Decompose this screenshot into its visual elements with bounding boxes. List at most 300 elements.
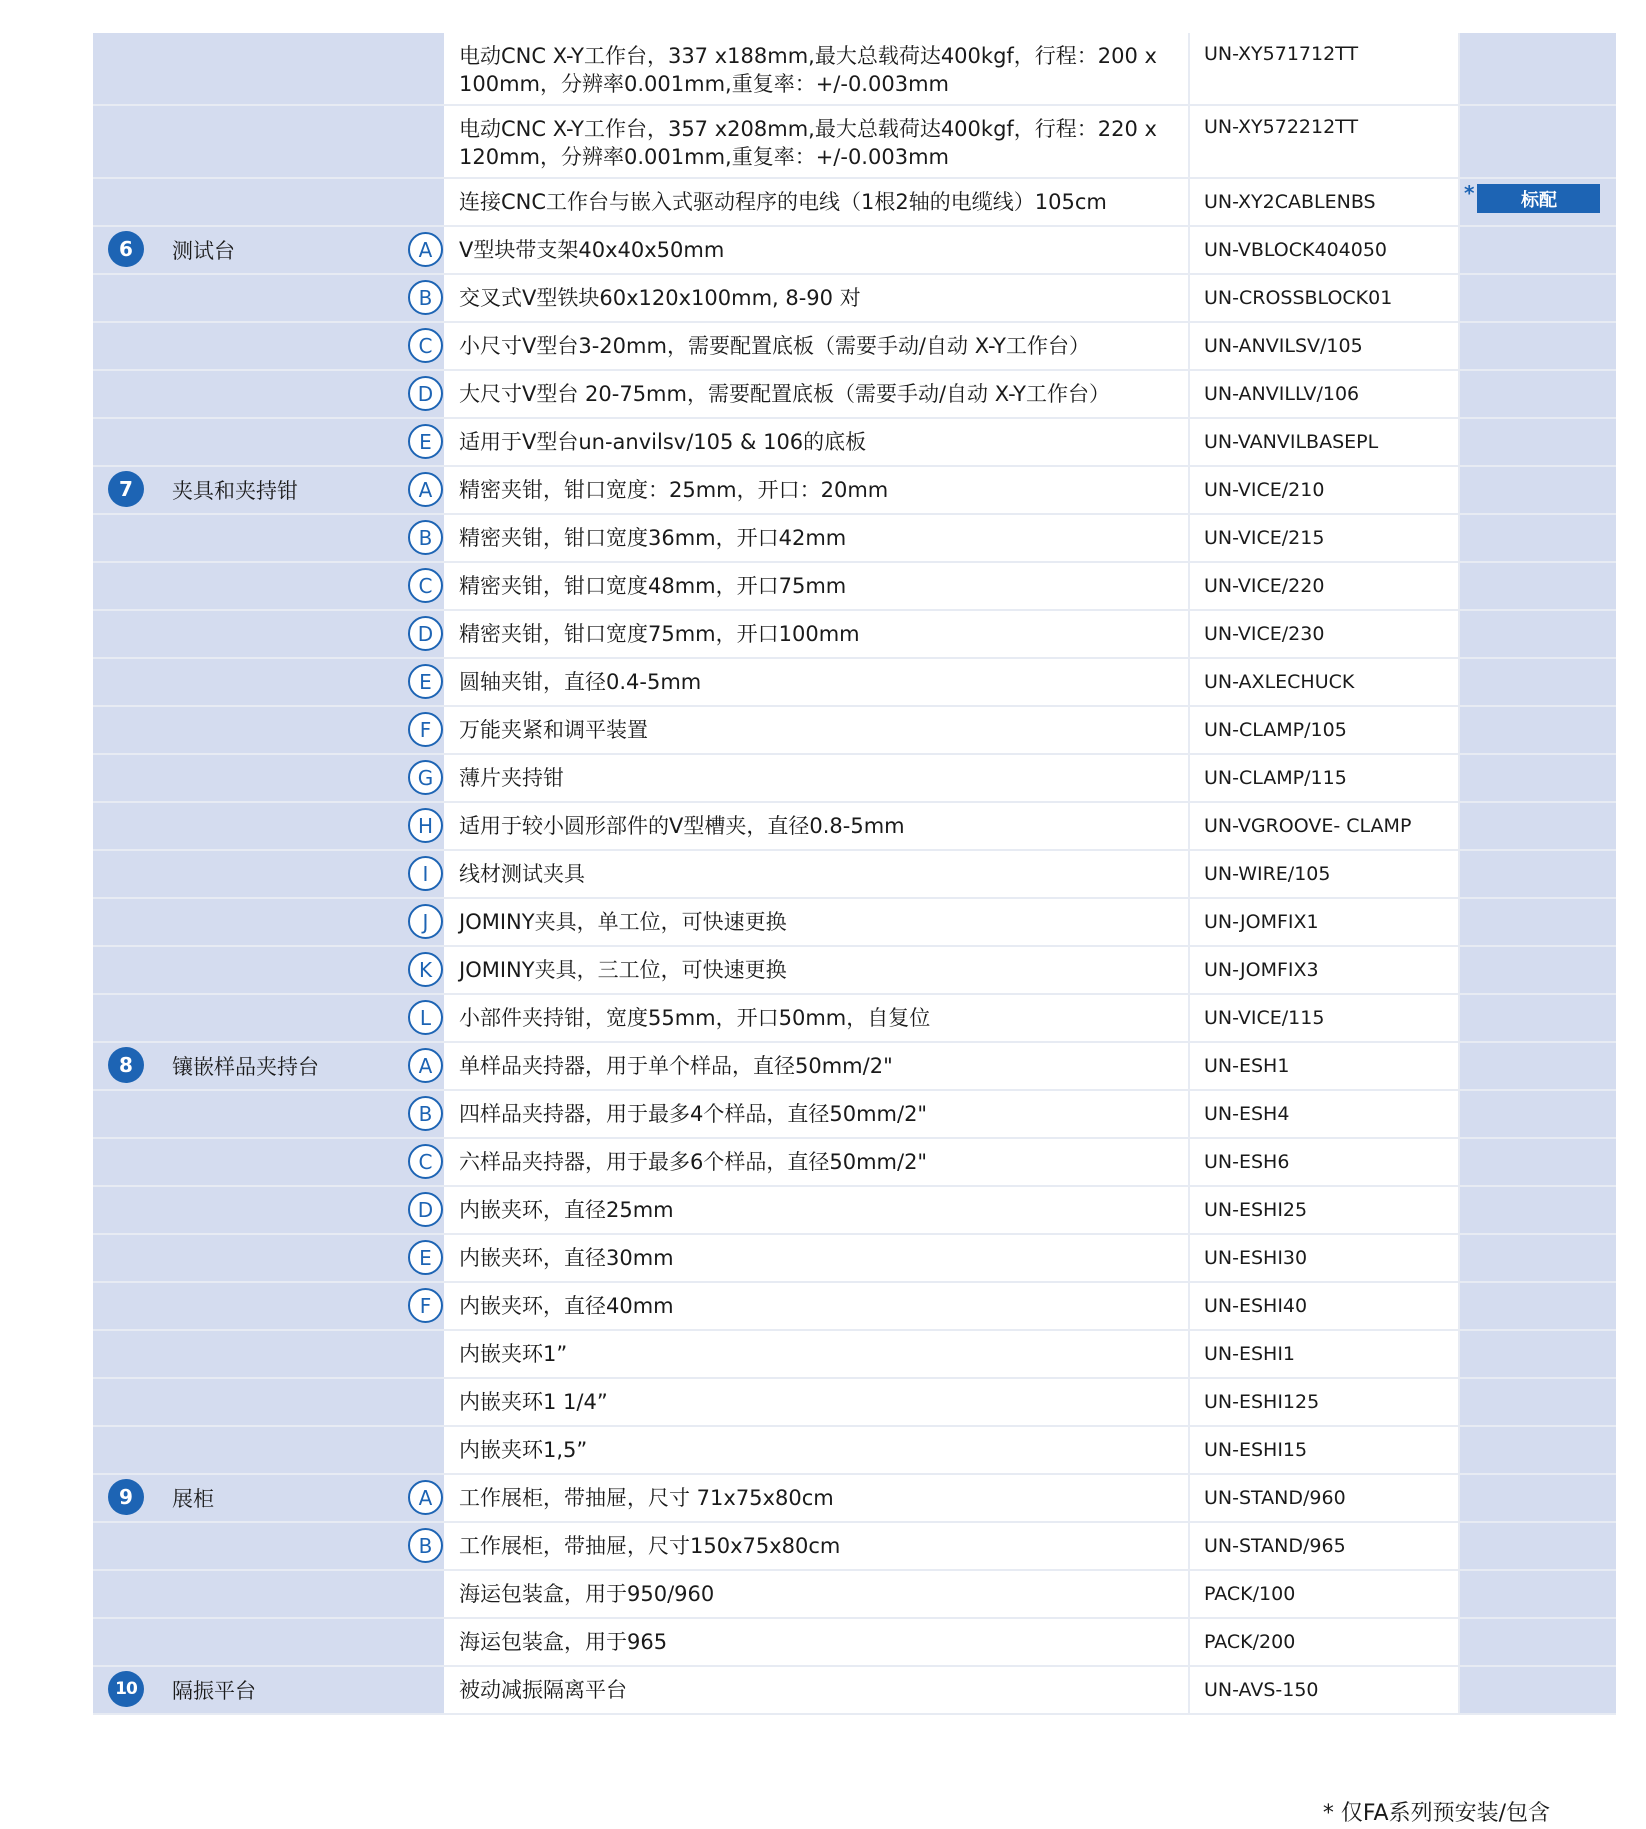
item-letter-badge: A [408,472,443,507]
product-code: UN-ESHI1 [1204,1343,1296,1365]
row-number-cell [93,1619,160,1667]
row-number-cell [93,563,160,611]
item-letter-cell [328,1379,444,1427]
product-code: UN-WIRE/105 [1204,863,1331,885]
item-letter-badge: D [408,376,443,411]
item-description: 内嵌夹环1,5” [459,1438,588,1462]
table-row [93,851,1616,899]
standard-cell [1460,611,1616,659]
product-code: UN-VBLOCK404050 [1204,239,1388,261]
row-number-cell [93,851,160,899]
product-code-cell [1190,1187,1460,1235]
item-description: 精密夹钳，钳口宽度36mm，开口42mm [459,526,847,550]
item-letter-cell [328,1475,444,1523]
item-letter-cell [328,1427,444,1475]
item-description: 适用于V型台un-anvilsv/105 & 106的底板 [459,430,867,454]
product-code-cell [1190,371,1460,419]
item-description: V型块带支架40x40x50mm [459,238,725,262]
product-code: UN-AVS-150 [1204,1679,1319,1701]
item-letter-badge: D [408,616,443,651]
category-label: 展柜 [172,1487,214,1511]
category-cell [160,1427,328,1475]
description-cell [444,611,1190,659]
product-code: UN-ANVILSV/105 [1204,335,1363,357]
table-row [93,1331,1616,1379]
standard-cell [1460,563,1616,611]
row-number-cell [93,1379,160,1427]
product-code: UN-ESH6 [1204,1151,1290,1173]
item-letter-badge: A [408,1048,443,1083]
product-code-cell [1190,419,1460,467]
category-cell [160,1043,328,1091]
row-number-cell [93,515,160,563]
product-code: UN-AXLECHUCK [1204,671,1355,693]
item-description: 内嵌夹环，直径30mm [459,1246,674,1270]
product-code: UN-VICE/230 [1204,623,1325,645]
row-number-cell [93,947,160,995]
product-code: UN-VICE/215 [1204,527,1325,549]
description-cell [444,995,1190,1043]
description-cell [444,1523,1190,1571]
category-cell [160,323,328,371]
item-letter-badge: B [408,1096,443,1131]
product-code: UN-STAND/960 [1204,1487,1346,1509]
product-code-cell [1190,1427,1460,1475]
row-number-cell [93,227,160,275]
product-code-cell [1190,106,1460,179]
item-description: 海运包装盒，用于965 [459,1630,668,1654]
category-cell [160,1571,328,1619]
table-row [93,563,1616,611]
description-cell [444,1235,1190,1283]
item-letter-cell [328,1187,444,1235]
item-letter-cell [328,611,444,659]
row-number-cell [93,1427,160,1475]
product-code: UN-VICE/220 [1204,575,1325,597]
item-description: 电动CNC X-Y工作台，357 x208mm,最大总载荷达400kgf，行程：220 x 120mm，分辨率0.001mm,重复率：+/-0.003mm [459,117,1157,169]
row-number-cell [93,1331,160,1379]
section-number-badge: 9 [108,1479,144,1515]
category-label: 测试台 [172,239,235,263]
product-code-cell [1190,899,1460,947]
product-code-cell [1190,1379,1460,1427]
category-cell [160,755,328,803]
standard-cell [1460,1235,1616,1283]
standard-cell [1460,947,1616,995]
product-code-cell [1190,803,1460,851]
product-code: UN-ESH4 [1204,1103,1290,1125]
standard-cell [1460,995,1616,1043]
item-letter-cell [328,995,444,1043]
table-row [93,33,1616,106]
description-cell [444,851,1190,899]
standard-cell [1460,419,1616,467]
item-letter-badge: G [408,760,443,795]
table-row [93,803,1616,851]
table-row [93,1571,1616,1619]
description-cell [444,515,1190,563]
item-letter-cell [328,851,444,899]
product-code: UN-ESHI125 [1204,1391,1320,1413]
category-cell [160,1619,328,1667]
table-row [93,1523,1616,1571]
table-row [93,323,1616,371]
row-number-cell [93,1091,160,1139]
row-number-cell [93,995,160,1043]
category-cell [160,1139,328,1187]
category-cell [160,515,328,563]
description-cell [444,275,1190,323]
category-cell [160,851,328,899]
item-description: 精密夹钳，钳口宽度48mm，开口75mm [459,574,847,598]
product-code-cell [1190,179,1460,227]
description-cell [444,323,1190,371]
item-letter-cell [328,1139,444,1187]
product-code-cell [1190,1667,1460,1715]
table-row [93,106,1616,179]
table-row [93,515,1616,563]
product-code: UN-JOMFIX1 [1204,911,1319,933]
item-description: 小尺寸V型台3-20mm，需要配置底板（需要手动/自动 X-Y工作台） [459,334,1090,358]
description-cell [444,1475,1190,1523]
description-cell [444,467,1190,515]
category-cell [160,1331,328,1379]
category-cell [160,1091,328,1139]
item-letter-cell [328,1571,444,1619]
product-code: UN-VICE/115 [1204,1007,1325,1029]
description-cell [444,371,1190,419]
description-cell [444,803,1190,851]
table-row [93,995,1616,1043]
item-letter-cell [328,899,444,947]
row-number-cell [93,803,160,851]
item-description: 薄片夹持钳 [459,766,564,790]
row-number-cell [93,275,160,323]
standard-cell [1460,755,1616,803]
table-row [93,1283,1616,1331]
item-letter-cell [328,1331,444,1379]
item-description: 适用于较小圆形部件的V型槽夹，直径0.8-5mm [459,814,905,838]
item-description: 圆轴夹钳，直径0.4-5mm [459,670,702,694]
row-number-cell [93,1235,160,1283]
product-code: UN-XY572212TT [1204,116,1359,138]
category-cell [160,106,328,179]
section-number-badge: 7 [108,471,144,507]
section-number-badge: 6 [108,231,144,267]
item-letter-cell [328,1619,444,1667]
standard-cell [1460,467,1616,515]
row-number-cell [93,106,160,179]
row-number-cell [93,755,160,803]
product-code-cell [1190,1523,1460,1571]
product-code: UN-CLAMP/105 [1204,719,1347,741]
product-code-cell [1190,947,1460,995]
row-number-cell [93,1283,160,1331]
table-row [93,947,1616,995]
standard-cell [1460,179,1616,227]
standard-cell [1460,1283,1616,1331]
product-code-cell [1190,1235,1460,1283]
item-description: 小部件夹持钳，宽度55mm，开口50mm，自复位 [459,1006,931,1030]
item-letter-cell [328,1043,444,1091]
table-row [93,227,1616,275]
item-letter-cell [328,563,444,611]
item-description: 工作展柜，带抽屉，尺寸 71x75x80cm [459,1486,834,1510]
standard-cell [1460,851,1616,899]
item-letter-cell [328,323,444,371]
table-row [93,1619,1616,1667]
description-cell [444,1571,1190,1619]
row-number-cell [93,419,160,467]
table-body [93,33,1616,1715]
product-code: UN-CLAMP/115 [1204,767,1347,789]
product-code-cell [1190,323,1460,371]
standard-cell [1460,1523,1616,1571]
category-cell [160,1523,328,1571]
item-letter-cell [328,106,444,179]
item-letter-badge: K [408,952,443,987]
item-letter-cell [328,419,444,467]
item-letter-badge: D [408,1192,443,1227]
description-cell [444,707,1190,755]
product-code-cell [1190,563,1460,611]
item-letter-cell [328,1667,444,1715]
description-cell [444,1427,1190,1475]
standard-cell [1460,1475,1616,1523]
row-number-cell [93,1571,160,1619]
standard-cell [1460,106,1616,179]
product-code-cell [1190,275,1460,323]
product-code-cell [1190,1571,1460,1619]
item-description: 交叉式V型铁块60x120x100mm, 8-90 对 [459,286,861,310]
product-code-cell [1190,659,1460,707]
product-code-cell [1190,1139,1460,1187]
item-description: 内嵌夹环，直径40mm [459,1294,674,1318]
table-row [93,755,1616,803]
product-code: UN-XY2CABLENBS [1204,191,1376,213]
row-number-cell [93,323,160,371]
section-number-badge: 10 [108,1671,144,1707]
product-code-cell [1190,995,1460,1043]
category-cell [160,467,328,515]
standard-cell [1460,1187,1616,1235]
product-code: UN-STAND/965 [1204,1535,1346,1557]
standard-cell [1460,1043,1616,1091]
product-code: PACK/100 [1204,1583,1296,1605]
standard-cell [1460,227,1616,275]
item-letter-badge: F [408,1288,443,1323]
item-letter-cell [328,1091,444,1139]
description-cell [444,1187,1190,1235]
item-letter-cell [328,371,444,419]
category-cell [160,563,328,611]
product-code: UN-ESHI25 [1204,1199,1308,1221]
table-row [93,1667,1616,1715]
item-letter-cell [328,803,444,851]
product-code-cell [1190,515,1460,563]
category-cell [160,899,328,947]
description-cell [444,1091,1190,1139]
item-letter-badge: E [408,1240,443,1275]
standard-cell [1460,33,1616,106]
item-description: 线材测试夹具 [459,862,585,886]
item-letter-cell [328,755,444,803]
standard-cell [1460,1139,1616,1187]
row-number-cell [93,1667,160,1715]
asterisk-icon: * [1464,181,1475,205]
standard-cell [1460,1379,1616,1427]
product-code-cell [1190,467,1460,515]
item-letter-cell [328,33,444,106]
row-number-cell [93,371,160,419]
product-code-cell [1190,33,1460,106]
category-cell [160,419,328,467]
description-cell [444,419,1190,467]
description-cell [444,1331,1190,1379]
product-code: UN-CROSSBLOCK01 [1204,287,1393,309]
category-cell [160,803,328,851]
category-cell [160,33,328,106]
item-letter-cell [328,707,444,755]
table-row [93,419,1616,467]
item-description: 精密夹钳，钳口宽度：25mm，开口：20mm [459,478,889,502]
category-cell [160,611,328,659]
standard-cell [1460,1667,1616,1715]
item-description: 大尺寸V型台 20-75mm，需要配置底板（需要手动/自动 X-Y工作台） [459,382,1110,406]
table-row [93,707,1616,755]
row-number-cell [93,1523,160,1571]
item-letter-cell [328,1523,444,1571]
item-description: 电动CNC X-Y工作台，337 x188mm,最大总载荷达400kgf，行程：200 x 100mm，分辨率0.001mm,重复率：+/-0.003mm [459,44,1157,96]
item-description: JOMINY夹具，单工位，可快速更换 [459,910,787,934]
category-cell [160,659,328,707]
item-letter-cell [328,467,444,515]
item-letter-cell [328,179,444,227]
row-number-cell [93,611,160,659]
row-number-cell [93,707,160,755]
item-letter-badge: J [408,904,443,939]
item-letter-badge: B [408,1528,443,1563]
product-code: UN-ESHI40 [1204,1295,1308,1317]
product-code-cell [1190,1043,1460,1091]
table-row [93,1091,1616,1139]
category-cell [160,1667,328,1715]
row-number-cell [93,179,160,227]
item-letter-cell [328,659,444,707]
item-letter-badge: C [408,568,443,603]
product-code: UN-VICE/210 [1204,479,1325,501]
product-code: UN-VANVILBASEPL [1204,431,1379,453]
item-letter-badge: E [408,664,443,699]
product-code-cell [1190,1331,1460,1379]
category-cell [160,227,328,275]
item-letter-badge: A [408,1480,443,1515]
table-row [93,1043,1616,1091]
product-code: UN-VGROOVE- CLAMP [1204,815,1412,837]
table-row [93,1139,1616,1187]
product-code: UN-ESHI15 [1204,1439,1308,1461]
product-code-cell [1190,851,1460,899]
product-code-cell [1190,707,1460,755]
row-number-cell [93,1187,160,1235]
category-cell [160,707,328,755]
category-cell [160,1283,328,1331]
standard-indicator [1460,179,1616,213]
category-cell [160,1475,328,1523]
product-code: UN-JOMFIX3 [1204,959,1319,981]
product-code: UN-XY571712TT [1204,43,1359,65]
item-letter-cell [328,1283,444,1331]
description-cell [444,755,1190,803]
item-description: 海运包装盒，用于950/960 [459,1582,715,1606]
product-code-cell [1190,1475,1460,1523]
table-row [93,899,1616,947]
standard-cell [1460,1091,1616,1139]
product-code-cell [1190,1619,1460,1667]
standard-cell [1460,1619,1616,1667]
table-row [93,1427,1616,1475]
product-code: UN-ANVILLV/106 [1204,383,1360,405]
accessories-table [93,33,1616,1715]
description-cell [444,179,1190,227]
category-cell [160,995,328,1043]
item-letter-badge: H [408,808,443,843]
standard-cell [1460,515,1616,563]
item-letter-badge: E [408,424,443,459]
category-label: 镶嵌样品夹持台 [172,1055,319,1079]
standard-cell [1460,899,1616,947]
item-description: 内嵌夹环1 1/4” [459,1390,608,1414]
standard-cell [1460,323,1616,371]
item-letter-badge: C [408,328,443,363]
section-number-badge: 8 [108,1047,144,1083]
item-letter-badge: L [408,1000,443,1035]
row-number-cell [93,899,160,947]
category-label: 夹具和夹持钳 [172,479,298,503]
table-row [93,467,1616,515]
item-description: 工作展柜，带抽屉，尺寸150x75x80cm [459,1534,841,1558]
footnote: * 仅FA系列预安装/包含 [1322,1801,1550,1826]
category-cell [160,947,328,995]
product-code-cell [1190,611,1460,659]
item-description: 精密夹钳，钳口宽度75mm，开口100mm [459,622,860,646]
item-letter-badge: I [408,856,443,891]
row-number-cell [93,1139,160,1187]
item-description: 内嵌夹环1” [459,1342,568,1366]
item-description: JOMINY夹具，三工位，可快速更换 [459,958,787,982]
category-cell [160,1235,328,1283]
item-description: 被动减振隔离平台 [459,1678,627,1702]
item-letter-cell [328,227,444,275]
category-cell [160,1187,328,1235]
product-code-cell [1190,1091,1460,1139]
product-code-cell [1190,755,1460,803]
item-description: 万能夹紧和调平装置 [459,718,648,742]
table-row [93,659,1616,707]
row-number-cell [93,1475,160,1523]
item-letter-badge: A [408,232,443,267]
standard-cell [1460,659,1616,707]
item-description: 单样品夹持器，用于单个样品，直径50mm/2" [459,1054,893,1078]
table-row [93,611,1616,659]
description-cell [444,106,1190,179]
item-letter-cell [328,947,444,995]
product-code: UN-ESHI30 [1204,1247,1308,1269]
product-code-cell [1190,1283,1460,1331]
standard-cell [1460,1571,1616,1619]
table-row [93,1475,1616,1523]
item-description: 内嵌夹环，直径25mm [459,1198,674,1222]
